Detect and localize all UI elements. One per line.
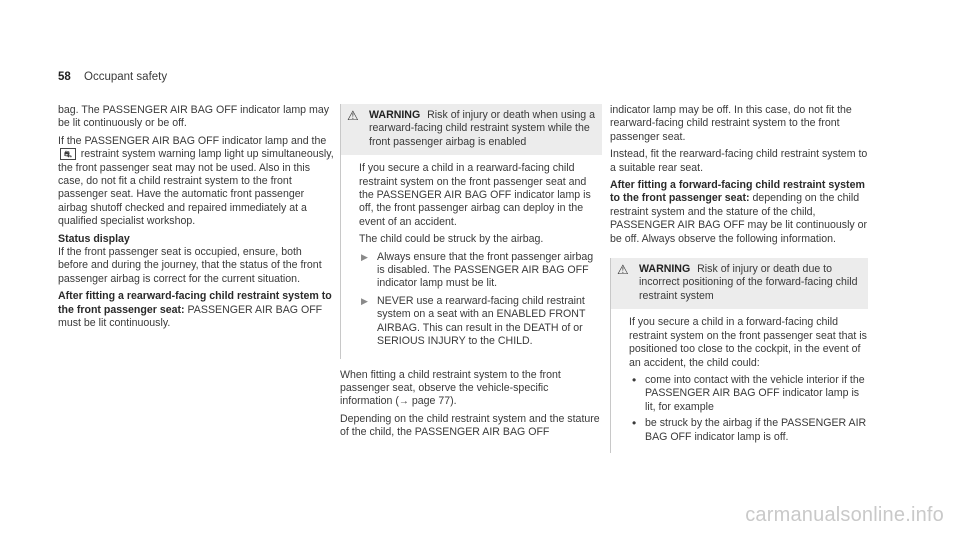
warning-body (611, 309, 868, 453)
subheading-rearward-facing: After fitting a rearward-facing child restraint system to the front passenger seat: (58, 290, 332, 316)
list-item: ▶ NEVER use a rearward-facing child restraint system on a seat with an ENABLED FRONT AIRBAG. This can result in the DEATH of or SERIOUS INJURY to the CHILD. (361, 294, 586, 348)
column-middle (340, 104, 602, 444)
subheading-status-display: Status display (58, 232, 130, 245)
subheading-forward-facing: After fitting a forward-facing child restraint system to the front passenger seat: (610, 179, 865, 205)
paragraph: The child could be struck by the airbag. (359, 233, 544, 246)
page-number: 58 (58, 71, 71, 83)
warning-title: Risk of injury or death when using a rearward-facing child restraint system while the front passenger airbag is enabled (369, 109, 595, 148)
warning-triangle-icon: ⚠ (347, 108, 359, 123)
warning-box (610, 258, 868, 453)
paragraph: indicator lamp may be off. In this case, do not fit the rearward-facing child restraint system to the front passenger seat. (610, 104, 852, 143)
page-reference-arrow-icon: → (398, 396, 409, 408)
bullet-dot-icon: • (632, 372, 637, 387)
warning-header (611, 258, 868, 309)
page-header (58, 71, 167, 83)
warning-triangle-icon: ⚠ (617, 262, 629, 278)
warning-label: WARNING (639, 263, 691, 276)
list-item: ▶ Always ensure that the front passenger airbag is disabled. The PASSENGER AIR BAG OFF indicator lamp must be lit. (361, 250, 594, 290)
paragraph: If the front passenger seat is occupied, ensure, both before and during the journey, that the status of the front passenger airbag is correct for the current situation. (58, 246, 322, 285)
paragraph: If the PASSENGER AIR BAG OFF indicator lamp and the ⛐ restraint system warning lamp light up simultaneously, the front passenger seat may not be used. Also in this case, do not fit a child restraint system to the front passenger seat. Have the automatic front passenger airbag shutoff checked and repaired immediately at a qualified specialist workshop. (58, 134, 334, 228)
page-reference-link[interactable]: page 77). (411, 395, 457, 408)
warning-header (341, 104, 602, 155)
restraint-warning-lamp-icon: ⛐ (60, 148, 76, 160)
column-left (58, 104, 334, 335)
list-item: • come into contact with the vehicle interior if the PASSENGER AIR BAG OFF indicator lamp is lit, for example (632, 372, 865, 413)
triangle-bullet-icon: ▶ (361, 251, 368, 262)
paragraph: When fitting a child restraint system to the front passenger seat, observe the vehicle-specific information (→ page 77). (340, 368, 561, 408)
triangle-bullet-icon: ▶ (361, 295, 368, 306)
paragraph: bag. The PASSENGER AIR BAG OFF indicator lamp may be lit continuously or be off. (58, 104, 330, 130)
paragraph: If you secure a child in a forward-facing child restraint system on the front passenger seat that is positioned too close to the cockpit, in the event of an accident, the child could: (629, 316, 867, 369)
paragraph: Instead, fit the rearward-facing child restraint system to a suitable rear seat. (610, 148, 868, 174)
list-item: • be struck by the airbag if the PASSENGER AIR BAG OFF indicator lamp is off. (632, 416, 867, 443)
warning-title: Risk of injury or death due to incorrect positioning of the forward-facing child restraint system (639, 263, 858, 302)
bullet-dot-icon: • (632, 416, 637, 431)
watermark: carmanualsonline.info (745, 504, 944, 526)
column-right (610, 104, 868, 453)
paragraph: After fitting a forward-facing child restraint system to the front passenger seat: depending on the child restraint system and the stature of the child, PASSENGER AIR BAG OFF may be lit continuously or be off. Always observe the following information. (610, 179, 868, 245)
paragraph: After fitting a rearward-facing child restraint system to the front passenger seat: PASSENGER AIR BAG OFF must be lit continuously. (58, 290, 332, 330)
warning-body (341, 155, 602, 358)
section-title: Occupant safety (84, 71, 168, 83)
paragraph: Depending on the child restraint system and the stature of the child, the PASSENGER AIR BAG OFF (340, 412, 600, 439)
warning-box (340, 104, 602, 359)
warning-label: WARNING (369, 109, 421, 121)
paragraph: If you secure a child in a rearward-facing child restraint system on the front passenger seat and the PASSENGER AIR BAG OFF indicator lamp is off, the front passenger airbag can deploy in the event of an accident. (359, 162, 591, 228)
